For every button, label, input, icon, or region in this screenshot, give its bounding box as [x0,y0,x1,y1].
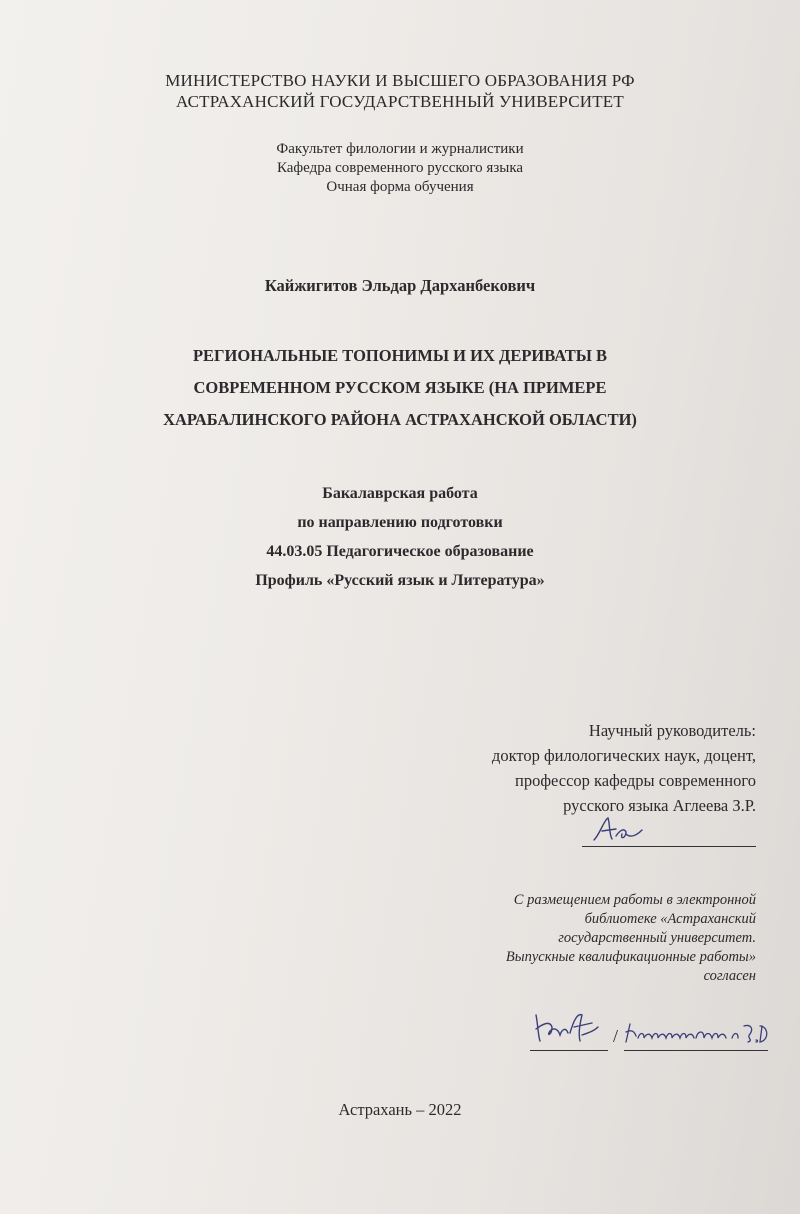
header-institution [0,70,800,112]
student-signature [530,1005,602,1049]
study-profile: Профиль «Русский язык и Литература» [255,572,545,589]
supervisor-label: Научный руководитель: [588,721,756,740]
work-type: Бакалаврская работа [322,485,478,502]
thesis-title [0,340,800,436]
study-form: Очная форма обучения [326,179,474,195]
thesis-title-line-1: РЕГИОНАЛЬНЫЕ ТОПОНИМЫ И ИХ ДЕРИВАТЫ В [192,346,608,365]
supervisor-degree: доктор филологических наук, доцент, [491,746,756,765]
author-name: Кайжигитов Эльдар Дарханбекович [264,276,536,295]
city-year: Астрахань – 2022 [338,1100,462,1119]
student-signature-line [530,1050,608,1051]
consent-line-4: Выпускные квалификационные работы» [505,949,756,965]
header-faculty-block [0,140,800,197]
faculty-name: Факультет филологии и журналистики [276,141,524,157]
consent-line-5: согласен [703,968,756,984]
supervisor-position: профессор кафедры современного [515,771,756,790]
thesis-title-line-2: СОВРЕМЕННОМ РУССКОМ ЯЗЫКЕ (НА ПРИМЕРЕ [193,378,607,397]
consent-block [506,891,756,986]
department-name: Кафедра современного русского языка [276,160,524,176]
direction-code: 44.03.05 Педагогическое образование [266,543,534,560]
student-name-handwritten [622,1018,772,1048]
consent-line-3: государственный университет. [558,930,756,946]
consent-line-2: библиотеке «Астраханский [584,911,756,927]
work-info [0,479,800,595]
direction-label: по направлению подготовки [297,514,503,531]
supervisor-signature [590,812,646,848]
consent-line-1: С размещением работы в электронной [513,892,756,908]
supervisor-name: русского языка Аглеева З.Р. [563,796,756,815]
university-name: АСТРАХАНСКИЙ ГОСУДАРСТВЕННЫЙ УНИВЕРСИТЕТ [176,92,624,111]
supervisor-signature-line [582,846,756,847]
signature-separator: / [613,1026,619,1046]
student-name-line [624,1050,768,1051]
ministry-name: МИНИСТЕРСТВО НАУКИ И ВЫСШЕГО ОБРАЗОВАНИЯ РФ [165,71,635,90]
supervisor-block [492,718,756,818]
thesis-title-line-3: ХАРАБАЛИНСКОГО РАЙОНА АСТРАХАНСКОЙ ОБЛАСТИ) [163,410,637,429]
